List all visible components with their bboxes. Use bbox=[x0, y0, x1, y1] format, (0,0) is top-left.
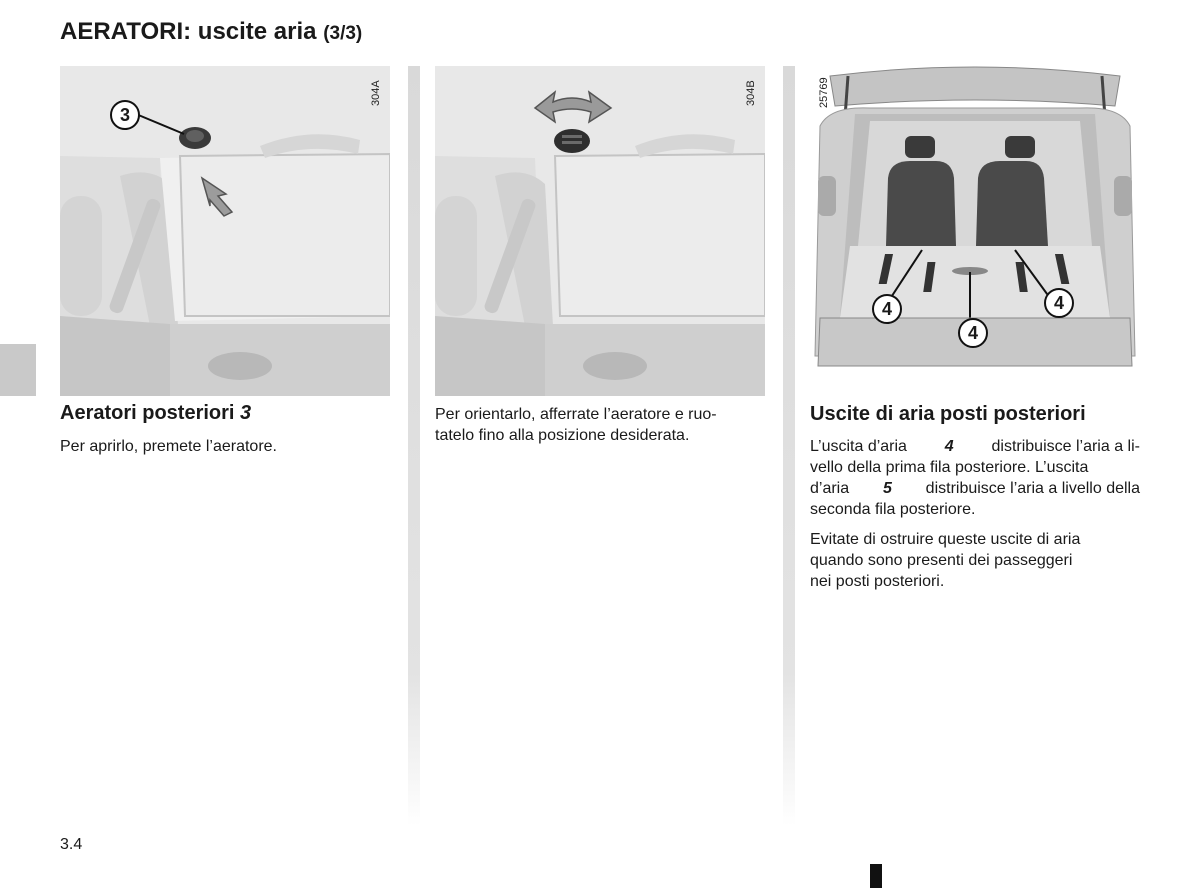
figure-rear-vent-press bbox=[60, 66, 390, 396]
figure-code: 304B bbox=[745, 80, 757, 106]
paragraph-obstruction-warning bbox=[810, 529, 1140, 592]
line: nei posti posteriori. bbox=[810, 573, 945, 590]
page-title-part: (3/3) bbox=[323, 23, 363, 44]
callout-3: 3 bbox=[110, 100, 140, 130]
page-title-text: AERATORI: uscite aria bbox=[60, 18, 317, 45]
page-title bbox=[60, 18, 362, 46]
line: Per orientarlo, afferrate l’aeratore e ruo- bbox=[435, 406, 717, 423]
text: L’uscita d’aria bbox=[810, 438, 907, 455]
paragraph-open-vent: Per aprirlo, premete l’aeratore. bbox=[60, 438, 277, 455]
section-heading-rear-outlets: Uscite di aria posti posteriori bbox=[810, 403, 1086, 425]
text: distribuisce l’aria a livello della bbox=[925, 480, 1140, 497]
line: seconda fila posteriore. bbox=[810, 501, 976, 518]
figure-rear-vent-rotate bbox=[435, 66, 765, 396]
figure-code: 304A bbox=[370, 80, 382, 106]
line: quando sono presenti dei passeggeri bbox=[810, 552, 1073, 569]
figure-rear-outlets-car bbox=[810, 66, 1140, 376]
figure-code: 25769 bbox=[818, 77, 830, 108]
line bbox=[810, 436, 1140, 457]
column-divider bbox=[408, 66, 420, 826]
line: vello della prima fila posteriore. L’uscita bbox=[810, 459, 1089, 476]
page-number: 3.4 bbox=[60, 836, 83, 853]
ref-5: 5 bbox=[882, 480, 892, 497]
column-divider bbox=[783, 66, 795, 826]
callout-4-center: 4 bbox=[958, 318, 988, 348]
ref-4: 4 bbox=[944, 438, 954, 455]
line bbox=[810, 478, 1140, 499]
paragraph-outlets-desc bbox=[810, 436, 1140, 520]
line: Evitate di ostruire queste uscite di aria bbox=[810, 531, 1081, 548]
section-tab bbox=[0, 344, 36, 396]
text: distribuisce l’aria a li- bbox=[991, 438, 1140, 455]
section-heading-rear-vents bbox=[60, 402, 251, 425]
text: d’aria bbox=[810, 480, 850, 497]
line: tatelo fino alla posizione desiderata. bbox=[435, 427, 690, 444]
heading-text: Aeratori posteriori bbox=[60, 402, 235, 424]
callout-4-right: 4 bbox=[1044, 288, 1074, 318]
callout-4-left: 4 bbox=[872, 294, 902, 324]
paragraph-orient-vent bbox=[435, 404, 765, 446]
thumb-index-mark bbox=[870, 864, 882, 888]
heading-ref: 3 bbox=[240, 402, 252, 424]
